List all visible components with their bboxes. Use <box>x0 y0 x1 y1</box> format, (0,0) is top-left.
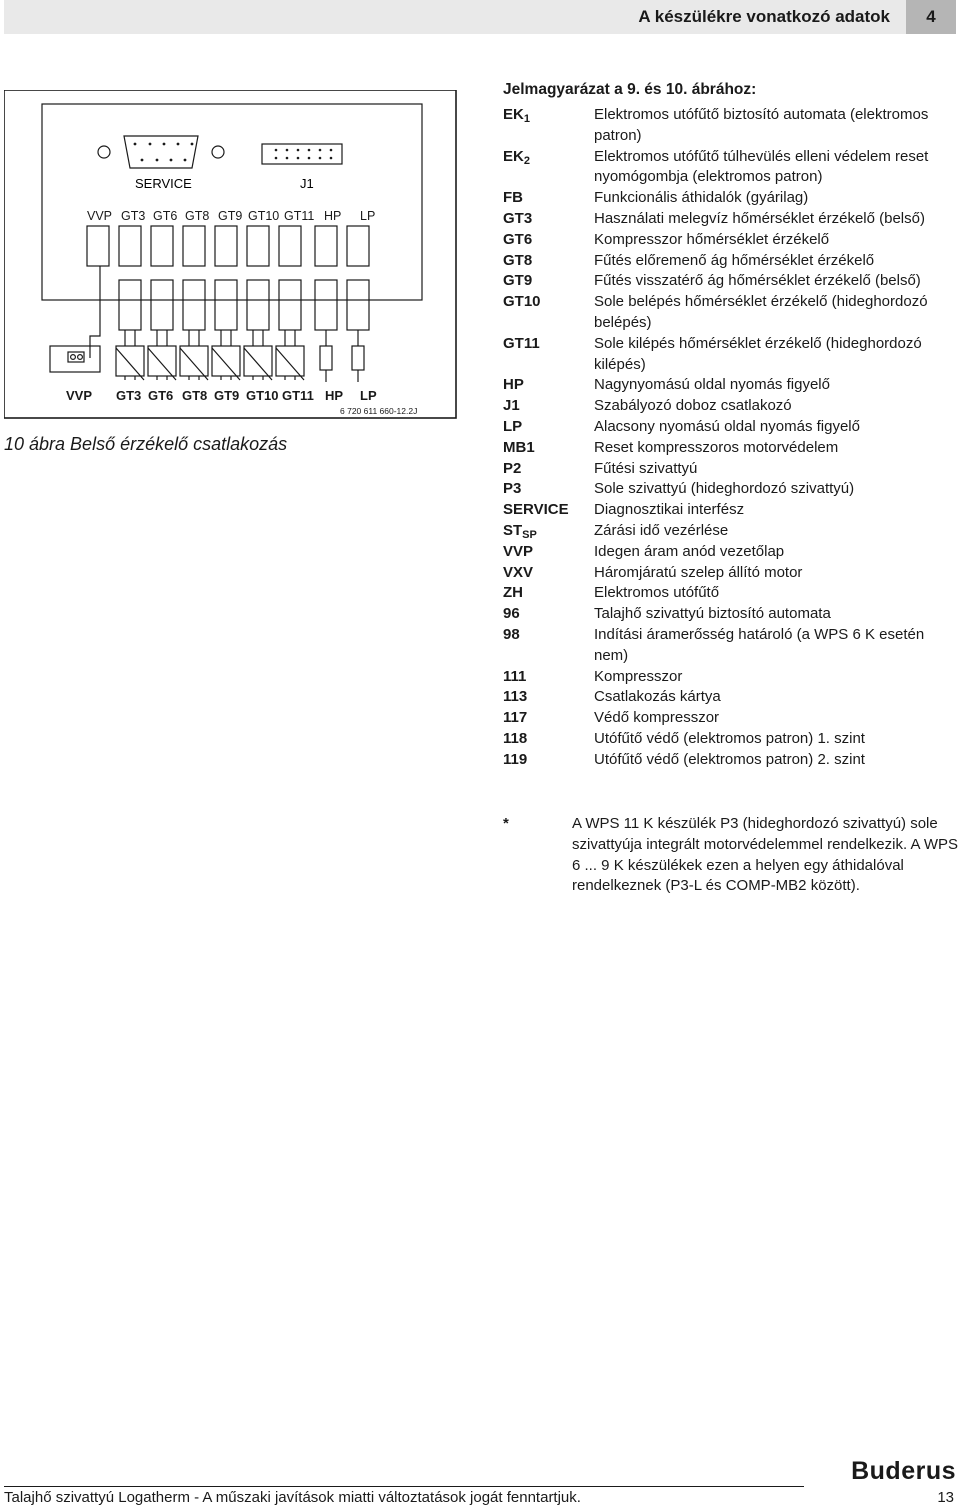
top-label-gt10: GT10 <box>248 209 280 223</box>
legend-abbr: 117 <box>503 709 528 727</box>
legend-item <box>503 147 958 189</box>
top-label-gt9: GT9 <box>218 209 243 223</box>
legend-item <box>503 479 958 500</box>
legend-description: Sole szivattyú (hideghordozó szivattyú) <box>594 480 855 498</box>
top-label-vvp: VVP <box>87 209 113 223</box>
legend-abbr: GT6 <box>503 230 533 248</box>
legend-item <box>503 708 958 729</box>
legend-item <box>503 459 958 480</box>
legend-abbr: SERVICE <box>503 501 569 519</box>
footnote <box>503 814 958 897</box>
top-label-gt6: GT6 <box>153 209 178 223</box>
legend-abbr: 119 <box>503 750 528 768</box>
bottom-label-gt11: GT11 <box>282 388 314 403</box>
legend-item <box>503 750 958 771</box>
legend-description: Elektromos utófűtő biztosító automata (elektromos patron) <box>594 106 929 144</box>
legend-description: Használati melegvíz hőmérséklet érzékelő (belső) <box>594 209 925 227</box>
header-title: A készülékre vonatkozó adatok <box>638 7 890 26</box>
buderus-logo: Buderus <box>851 1457 956 1485</box>
legend-description: Funkcionális áthidalók (gyárilag) <box>594 189 809 207</box>
legend-item <box>503 396 958 417</box>
top-label-gt11: GT11 <box>284 209 315 223</box>
legend-description: Utófűtő védő (elektromos patron) 2. szint <box>594 750 865 768</box>
service-label: SERVICE <box>135 176 192 191</box>
legend-abbr: GT9 <box>503 272 533 290</box>
legend-abbr: $ST_{SP}$ <box>503 521 537 541</box>
legend-item <box>503 500 958 521</box>
legend-list <box>503 105 958 771</box>
legend-description: Fűtés visszatérő ág hőmérséklet érzékelő (belső) <box>594 272 921 290</box>
legend-abbr: 113 <box>503 688 528 706</box>
bottom-label-gt6: GT6 <box>148 388 174 403</box>
legend-abbr: GT3 <box>503 209 533 227</box>
legend-abbr: J1 <box>503 397 520 415</box>
bottom-label-gt10: GT10 <box>246 388 279 403</box>
legend-item <box>503 729 958 750</box>
legend-abbr: MB1 <box>503 438 535 456</box>
legend-abbr: 98 <box>503 625 520 643</box>
legend-abbr: $EK_1$ <box>503 106 530 125</box>
legend-item <box>503 251 958 272</box>
legend-description: Nagynyomású oldal nyomás figyelő <box>594 376 830 394</box>
legend-abbr: 118 <box>503 729 528 747</box>
legend-description: Védő kompresszor <box>594 709 720 727</box>
legend-abbr: HP <box>503 376 524 394</box>
legend-description: Elektromos utófűtő <box>594 584 720 602</box>
footer-text: Talajhő szivattyú Logatherm - A műszaki javítások miatti változtatások jogát fenntartjuk. <box>4 1489 581 1506</box>
legend-item <box>503 230 958 251</box>
footnote-marker: * <box>503 815 509 832</box>
legend-abbr: $EK_2$ <box>503 147 530 167</box>
bottom-label-lp: LP <box>360 388 377 403</box>
legend-abbr: ZH <box>503 584 523 602</box>
legend-abbr: P3 <box>503 480 522 498</box>
legend-abbr: 96 <box>503 605 520 623</box>
legend-item <box>503 583 958 604</box>
page-header <box>4 0 956 34</box>
legend-abbr: VXV <box>503 563 534 581</box>
bottom-label-gt9: GT9 <box>214 388 240 403</box>
legend-description: Kompresszor <box>594 667 683 685</box>
legend-item <box>503 542 958 563</box>
legend-item <box>503 209 958 230</box>
legend-item <box>503 334 958 376</box>
legend-description: Csatlakozás kártya <box>594 688 721 706</box>
legend-abbr: GT11 <box>503 334 540 352</box>
legend-description: Idegen áram anód vezetőlap <box>594 542 785 560</box>
bottom-label-gt3: GT3 <box>116 388 142 403</box>
legend-item <box>503 604 958 625</box>
figure-code: 6 720 611 660-12.2J <box>340 406 418 416</box>
chapter-number: 4 <box>906 0 956 34</box>
legend-item <box>503 375 958 396</box>
top-label-gt3: GT3 <box>121 209 146 223</box>
legend-description: Sole belépés hőmérséklet érzékelő (hideghordozó belépés) <box>594 293 928 331</box>
legend-description: Reset kompresszoros motorvédelem <box>594 438 839 456</box>
legend-description: Utófűtő védő (elektromos patron) 1. szint <box>594 729 865 747</box>
page-number: 13 <box>937 1489 954 1506</box>
legend-item <box>503 292 958 334</box>
legend-abbr: GT8 <box>503 251 533 269</box>
bottom-label-gt8: GT8 <box>182 388 208 403</box>
legend-abbr: VVP <box>503 542 534 560</box>
legend-item <box>503 563 958 584</box>
legend-title: Jelmagyarázat a 9. és 10. ábrához: <box>503 81 757 98</box>
legend-item <box>503 687 958 708</box>
legend-description: Alacsony nyomású oldal nyomás figyelő <box>594 417 860 435</box>
legend-item <box>503 417 958 438</box>
legend-description: Diagnosztikai interfész <box>594 501 745 519</box>
legend-item <box>503 667 958 688</box>
legend-item <box>503 625 958 667</box>
bottom-label-vvp: VVP <box>66 388 93 403</box>
bottom-label-hp: HP <box>325 388 344 403</box>
footer-rule <box>4 1486 804 1487</box>
sensor-connection-diagram <box>4 90 460 420</box>
legend-description: Elektromos utófűtő túlhevülés elleni védelem reset nyomógombja (elektromos patron) <box>594 147 929 186</box>
legend-description: Háromjáratú szelep állító motor <box>594 563 803 581</box>
legend-description: Szabályozó doboz csatlakozó <box>594 397 792 415</box>
legend-item <box>503 188 958 209</box>
legend-abbr: LP <box>503 417 523 435</box>
legend-abbr: GT10 <box>503 293 541 311</box>
figure-caption: 10 ábra Belső érzékelő csatlakozás <box>4 434 288 454</box>
top-label-lp: LP <box>360 209 376 223</box>
legend-abbr: 111 <box>503 667 527 685</box>
legend-item <box>503 521 958 542</box>
legend-description: Talajhő szivattyú biztosító automata <box>594 605 831 623</box>
legend-description: Fűtési szivattyú <box>594 459 698 477</box>
top-label-gt8: GT8 <box>185 209 210 223</box>
legend-description: Kompresszor hőmérséklet érzékelő <box>594 230 830 248</box>
legend-description: Sole kilépés hőmérséklet érzékelő (hideghordozó kilépés) <box>594 334 922 373</box>
legend-abbr: P2 <box>503 459 522 477</box>
legend-description: Indítási áramerősség határoló (a WPS 6 K esetén nem) <box>594 625 925 664</box>
legend-abbr: FB <box>503 189 523 207</box>
j1-label: J1 <box>300 176 314 191</box>
legend-item <box>503 271 958 292</box>
legend-item <box>503 105 958 147</box>
legend-description: Fűtés előremenő ág hőmérséklet érzékelő <box>594 251 875 269</box>
footnote-text: A WPS 11 K készülék P3 (hideghordozó szivattyú) sole szivattyúja integrált motorvédelemmel rendelkezik. A WPS 6 ... 9 K készülékek ezen a helyen egy áthidalóval rendelkeznek (P3-L és COMP-MB2 között). <box>572 815 958 895</box>
top-label-hp: HP <box>324 209 342 223</box>
legend-item <box>503 438 958 459</box>
legend-description: Zárási idő vezérlése <box>594 521 729 539</box>
